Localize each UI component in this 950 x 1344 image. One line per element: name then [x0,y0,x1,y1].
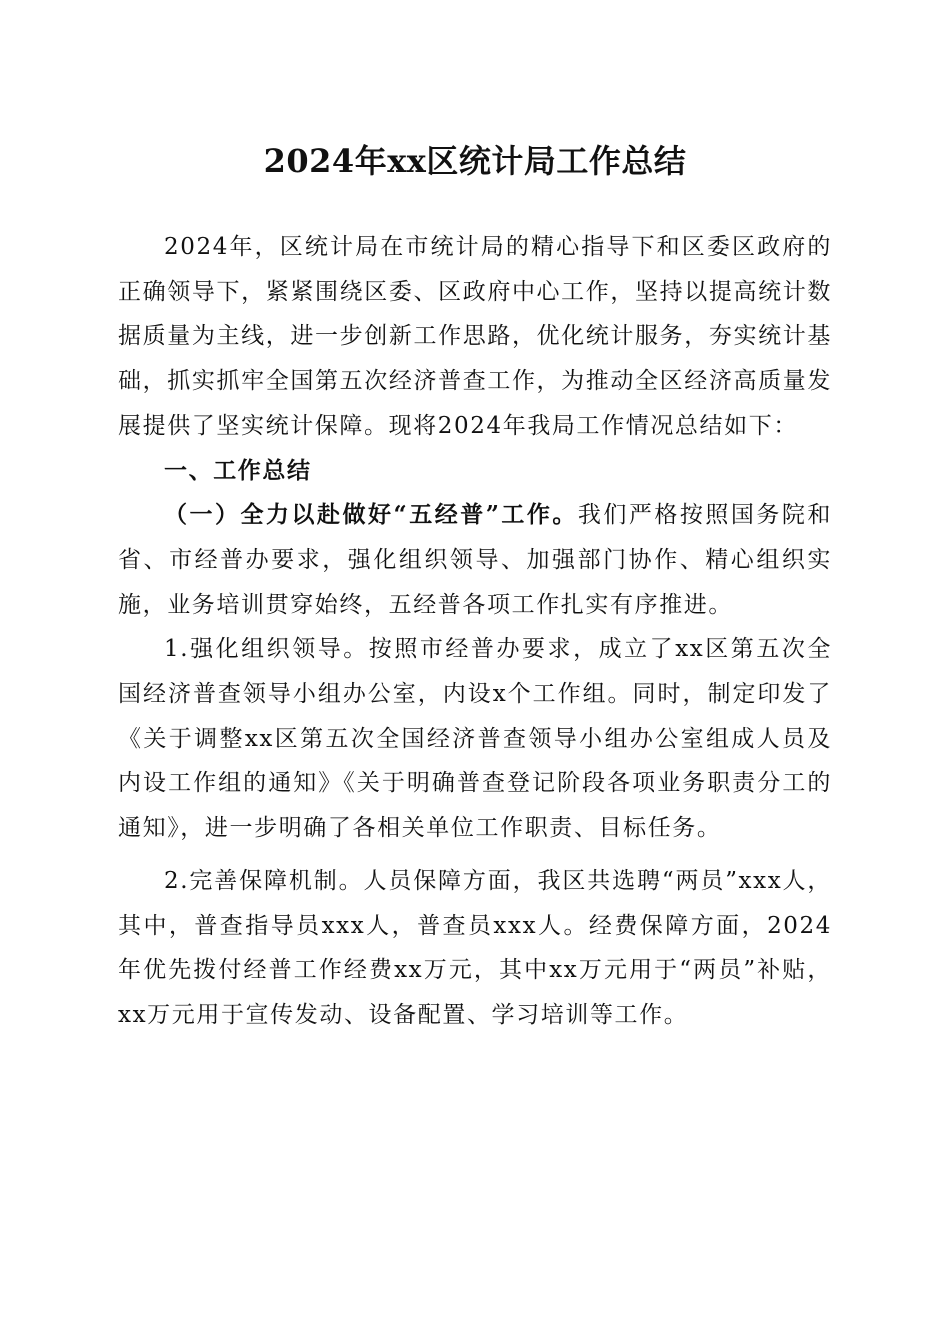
intro-paragraph: 2024年，区统计局在市统计局的精心指导下和区委区政府的正确领导下，紧紧围绕区委、区政府中心工作，坚持以提高统计数据质量为主线，进一步创新工作思路，优化统计服务，夯实统计基础，抓实抓牢全国第五次经济普查工作，为推动全区经济高质量发展提供了坚实统计保障。现将2024年我局工作情况总结如下： [118,234,832,439]
section-heading-work-summary: 一、工作总结 [164,456,312,484]
subsection-text: 我们严格按照国务院和省、市经普办要求，强化组织领导、加强部门协作、精心组织实施，业务培训贯穿始终，五经普各项工作扎实有序推进。 [118,502,832,618]
subsection-paragraph-five-census [118,493,832,627]
document-page [118,135,832,1038]
item-paragraph-guarantee: 2.完善保障机制。人员保障方面，我区共选聘“两员”xxx人，其中，普查指导员xxx人，普查员xxx人。经费保障方面，2024年优先拨付经普工作经费xx万元，其中xx万元用于“两员”补贴，xx万元用于宣传发动、设备配置、学习培训等工作。 [118,867,832,1028]
subsection-lead: （一）全力以赴做好“五经普”工作。 [164,501,578,529]
document-title: 2024年xx区统计局工作总结 [263,142,687,180]
paragraph-gap [118,851,832,859]
item-paragraph-organization: 1.强化组织领导。按照市经普办要求，成立了xx区第五次全国经济普查领导小组办公室，内设x个工作组。同时，制定印发了《关于调整xx区第五次全国经济普查领导小组办公室组成人员及内设工作组的通知》《关于明确普查登记阶段各项业务职责分工的通知》，进一步明确了各相关单位工作职责、目标任务。 [118,636,832,842]
